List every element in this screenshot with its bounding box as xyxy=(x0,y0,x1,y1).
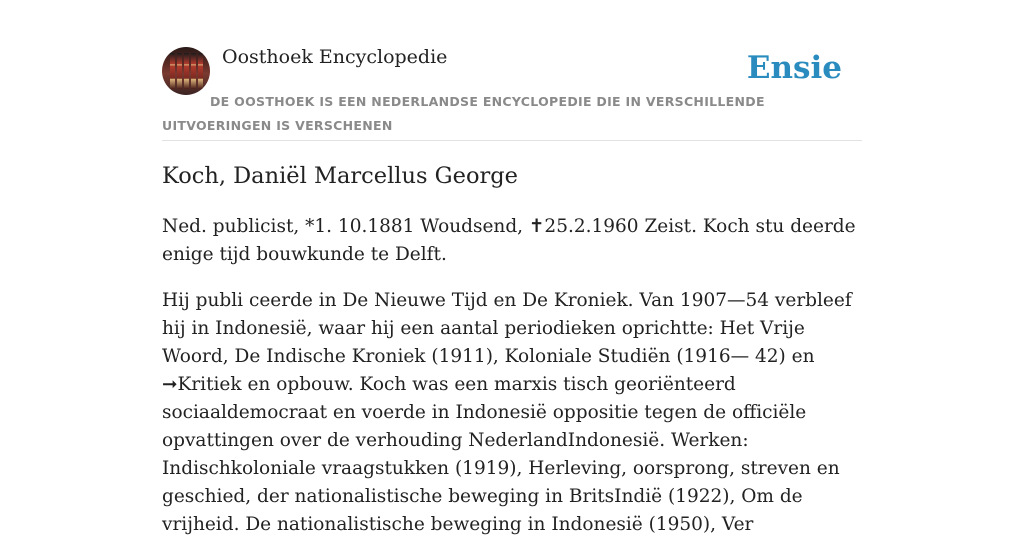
article-title: Koch, Daniël Marcellus George xyxy=(162,163,518,189)
page-container xyxy=(162,0,862,539)
book-spine-icon xyxy=(177,53,182,89)
brand-logo[interactable]: Ensie xyxy=(746,50,842,86)
article-paragraph: Hij publi ceerde in De Nieuwe Tijd en De Kroniek. Van 1907—54 verbleef hij in Indonesië, waar hij een aantal periodieken oprichtte: Het Vrije Woord, De Indische Kroniek (1911), Koloniale Studiën (1916— 42) en ➞Kritiek en opbouw. Koch was een marxis tisch georiënteerd sociaaldemocraat en voerde in Indonesië oppositie tegen de officiële opvattingen over de verhouding NederlandIndonesië. Werken: Indischkoloniale vraagstukken (1919), Herleving, oorsprong, streven en geschied, der nationalistische beweging in BritsIndië (1922), Om de vrijheid. De nationalistische beweging in Indonesië (1950), Ver xyxy=(162,290,852,535)
book-spine-icon xyxy=(191,53,196,89)
site-header xyxy=(162,0,862,141)
book-spine-icon xyxy=(198,53,203,89)
book-spine-icon xyxy=(184,53,189,89)
book-spine-icon xyxy=(170,53,175,89)
site-title[interactable]: Oosthoek Encyclopedie xyxy=(222,46,448,68)
site-avatar[interactable] xyxy=(162,47,210,95)
article-paragraph: Ned. publicist, *1. 10.1881 Woudsend, ✝25.2.1960 Zeist. Koch stu deerde enige tijd bouwkunde te Delft. xyxy=(162,216,856,265)
site-tagline: DE OOSTHOEK IS EEN NEDERLANDSE ENCYCLOPEDIE DIE IN VERSCHILLENDE UITVOERINGEN IS VERSCHENEN xyxy=(162,94,765,133)
